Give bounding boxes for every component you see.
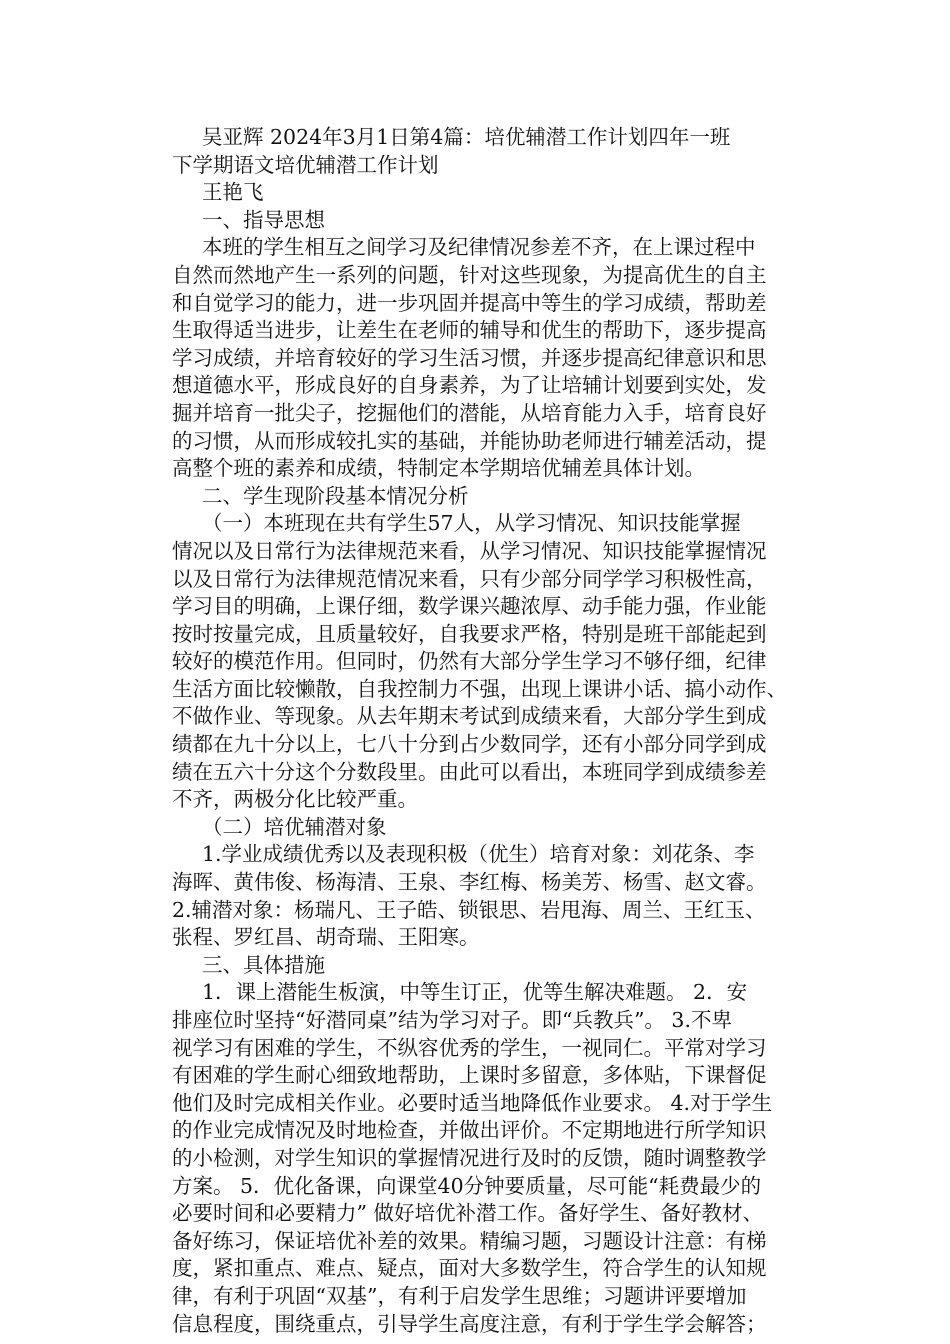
text-line: 1．课上潜能生板演，中等生订正，优等生解决难题。 2．安 <box>202 980 748 1005</box>
text-line: 学习成绩，并培育较好的学习生活习惯，并逐步提高纪律意识和思 <box>172 345 767 370</box>
text-line: 下学期语文培优辅潜工作计划 <box>172 152 439 177</box>
text-line: 生活方面比较懒散，自我控制力不强，出现上课讲小话、搞小动作、 <box>172 676 787 701</box>
text-line: 想道德水平，形成良好的自身素养，为了让培辅计划要到实处，发 <box>172 373 767 398</box>
text-line: 较好的模范作用。但同时，仍然有大部分学生学习不够仔细，纪律 <box>172 649 767 674</box>
text-line: 必要时间和必要精力” 做好培优补潜工作。备好学生、备好教材、 <box>172 1201 763 1226</box>
text-line: 自然而然地产生一系列的问题，针对这些现象，为提高优生的自主 <box>172 262 767 287</box>
text-line: 二、学生现阶段基本情况分析 <box>202 483 469 508</box>
text-line: 信息程度，围绕重点，引导学生高度注意，有利于学生学会解答； <box>172 1311 767 1336</box>
text-line: 以及日常行为法律规范情况来看，只有少部分同学学习积极性高， <box>172 566 767 591</box>
text-line: （一）本班现在共有学生57人，从学习情况、知识技能掌握 <box>202 511 741 536</box>
text-line: 2.辅潜对象：杨瑞凡、王子皓、锁银思、岩甩海、周兰、王红玉、 <box>172 897 766 922</box>
text-line: 一、指导思想 <box>202 207 325 232</box>
text-line: 张程、罗红昌、胡奇瑞、王阳寒。 <box>172 925 480 950</box>
text-line: 1.学业成绩优秀以及表现积极（优生）培育对象：刘花条、李 <box>202 842 755 867</box>
text-line: （二）培优辅潜对象 <box>202 814 387 839</box>
text-line: 不齐，两极分化比较严重。 <box>172 787 418 812</box>
text-line: 方案。 5．优化备课，向课堂40分钟要质量，尽可能“耗费最少的 <box>172 1173 762 1198</box>
text-line: 绩在五六十分这个分数段里。由此可以看出，本班同学到成绩参差 <box>172 759 767 784</box>
text-line: 三、具体措施 <box>202 952 325 977</box>
text-line: 生取得适当进步，让差生在老师的辅导和优生的帮助下，逐步提高 <box>172 318 767 343</box>
text-line: 按时按量完成，且质量较好，自我要求严格，特别是班干部能起到 <box>172 621 767 646</box>
text-line: 绩都在九十分以上，七八十分到占少数同学，还有小部分同学到成 <box>172 732 767 757</box>
text-line: 有困难的学生耐心细致地帮助，上课时多留意，多体贴，下课督促 <box>172 1063 767 1088</box>
text-line: 吴亚辉 2024年3月1日第4篇：培优辅潜工作计划四年一班 <box>202 125 731 149</box>
text-line: 排座位时坚持“好潜同桌”结为学习对子。即“兵教兵”。 3.不卑 <box>172 1008 732 1032</box>
text-line: 视学习有困难的学生，不纵容优秀的学生，一视同仁。平常对学习 <box>172 1035 767 1060</box>
text-line: 本班的学生相互之间学习及纪律情况参差不齐，在上课过程中 <box>202 235 756 260</box>
text-line: 学习目的明确，上课仔细，数学课兴趣浓厚、动手能力强，作业能 <box>172 594 767 619</box>
text-line: 海晖、黄伟俊、杨海清、王泉、李红梅、杨美芳、杨雪、赵文睿。 <box>172 870 767 895</box>
text-line: 他们及时完成相关作业。必要时适当地降低作业要求。 4.对于学生 <box>172 1090 773 1115</box>
text-line: 的小检测，对学生知识的掌握情况进行及时的反馈，随时调整教学 <box>172 1145 767 1170</box>
text-line: 王艳飞 <box>202 180 264 205</box>
text-line: 律，有利于巩固“双基”，有利于启发学生思维；习题讲评要增加 <box>172 1283 747 1308</box>
text-line: 高整个班的素养和成绩，特制定本学期培优辅差具体计划。 <box>172 456 705 481</box>
text-line: 情况以及日常行为法律规范来看，从学习情况、知识技能掌握情况 <box>172 538 767 563</box>
text-line: 的习惯，从而形成较扎实的基础，并能协助老师进行辅差活动，提 <box>172 428 767 453</box>
text-line: 和自觉学习的能力，进一步巩固并提高中等生的学习成绩，帮助差 <box>172 290 767 315</box>
text-line: 备好练习，保证培优补差的效果。精编习题，习题设计注意：有梯 <box>172 1228 767 1253</box>
text-line: 度，紧扣重点、难点、疑点，面对大多数学生，符合学生的认知规 <box>172 1256 767 1281</box>
text-line: 不做作业、等现象。从去年期末考试到成绩来看，大部分学生到成 <box>172 704 767 729</box>
text-line: 掘并培育一批尖子，挖掘他们的潜能，从培育能力入手，培育良好 <box>172 400 767 425</box>
text-line: 的作业完成情况及时地检查，并做出评价。不定期地进行所学知识 <box>172 1118 767 1143</box>
document-body <box>172 124 787 1338</box>
